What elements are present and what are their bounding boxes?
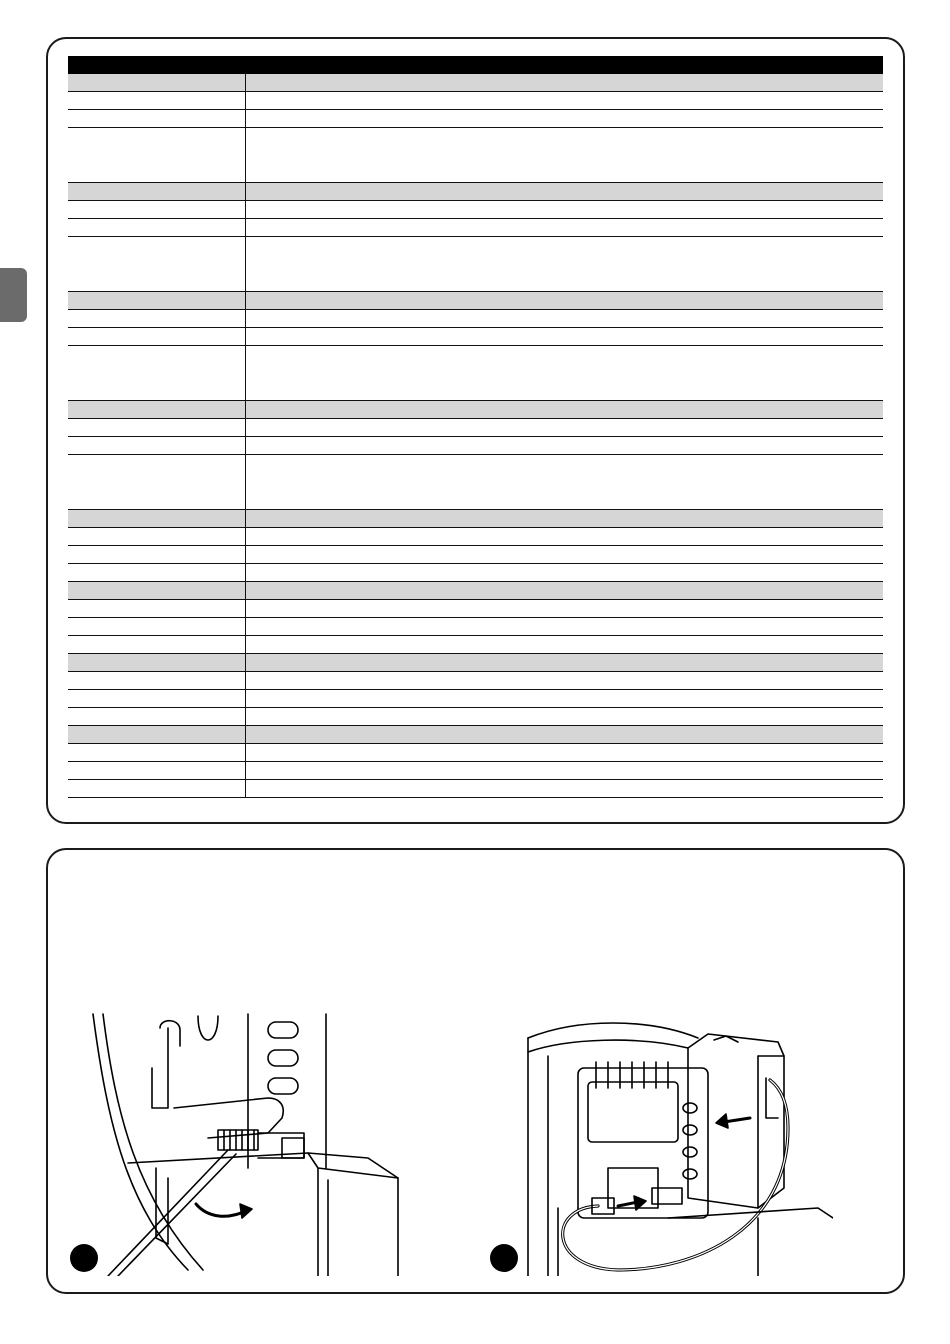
table-row <box>68 237 883 292</box>
row-label-cell <box>68 744 246 761</box>
table-row <box>68 419 883 437</box>
row-label-cell <box>68 672 246 689</box>
illustration-panel <box>46 848 905 1294</box>
row-label-cell <box>68 92 246 109</box>
group-label-cell <box>68 183 246 200</box>
table-group-row <box>68 292 883 310</box>
row-label-cell <box>68 237 246 291</box>
table-row <box>68 708 883 726</box>
table-group-row <box>68 582 883 600</box>
specifications-panel <box>46 37 905 824</box>
table-row <box>68 546 883 564</box>
table-row <box>68 455 883 510</box>
table-row <box>68 762 883 780</box>
row-value-cell <box>246 546 883 563</box>
group-label-cell <box>68 654 246 671</box>
table-row <box>68 328 883 346</box>
row-value-cell <box>246 110 883 127</box>
section-tab <box>0 268 27 322</box>
group-value-cell <box>246 654 883 671</box>
figure-left-drawing <box>68 1008 413 1276</box>
row-value-cell <box>246 237 883 291</box>
row-value-cell <box>246 437 883 454</box>
table-row <box>68 437 883 455</box>
table-group-row <box>68 401 883 419</box>
table-row <box>68 110 883 128</box>
row-value-cell <box>246 636 883 653</box>
figure-number-badge <box>490 1244 518 1272</box>
table-row <box>68 672 883 690</box>
group-label-cell <box>68 510 246 527</box>
table-body <box>68 74 883 798</box>
row-value-cell <box>246 528 883 545</box>
table-group-row <box>68 726 883 744</box>
table-row <box>68 92 883 110</box>
table-row <box>68 618 883 636</box>
table-row <box>68 780 883 798</box>
row-label-cell <box>68 636 246 653</box>
table-row <box>68 744 883 762</box>
row-value-cell <box>246 128 883 182</box>
table-group-row <box>68 510 883 528</box>
row-value-cell <box>246 672 883 689</box>
row-label-cell <box>68 600 246 617</box>
row-label-cell <box>68 690 246 707</box>
figure-left <box>68 1008 413 1276</box>
row-value-cell <box>246 310 883 327</box>
group-value-cell <box>246 510 883 527</box>
row-label-cell <box>68 310 246 327</box>
row-value-cell <box>246 346 883 400</box>
table-group-row <box>68 654 883 672</box>
table-row <box>68 128 883 183</box>
table-row <box>68 564 883 582</box>
table-row <box>68 346 883 401</box>
row-label-cell <box>68 546 246 563</box>
row-value-cell <box>246 762 883 779</box>
group-value-cell <box>246 74 883 91</box>
group-label-cell <box>68 401 246 418</box>
row-label-cell <box>68 110 246 127</box>
row-value-cell <box>246 455 883 509</box>
figure-number-badge <box>70 1244 98 1272</box>
group-value-cell <box>246 726 883 743</box>
table-row <box>68 636 883 654</box>
row-label-cell <box>68 219 246 236</box>
row-label-cell <box>68 780 246 797</box>
group-label-cell <box>68 582 246 599</box>
table-header-bar <box>68 56 883 74</box>
row-value-cell <box>246 564 883 581</box>
row-label-cell <box>68 455 246 509</box>
row-label-cell <box>68 437 246 454</box>
row-value-cell <box>246 219 883 236</box>
figure-right-drawing <box>488 1008 833 1276</box>
group-value-cell <box>246 183 883 200</box>
table-row <box>68 201 883 219</box>
table-row <box>68 528 883 546</box>
table-group-row <box>68 74 883 92</box>
table-row <box>68 600 883 618</box>
row-value-cell <box>246 708 883 725</box>
row-label-cell <box>68 564 246 581</box>
table-row <box>68 310 883 328</box>
table-group-row <box>68 183 883 201</box>
figure-right <box>488 1008 833 1276</box>
row-value-cell <box>246 618 883 635</box>
table-row <box>68 690 883 708</box>
specifications-table <box>68 56 883 798</box>
row-value-cell <box>246 419 883 436</box>
row-label-cell <box>68 762 246 779</box>
row-label-cell <box>68 128 246 182</box>
row-value-cell <box>246 92 883 109</box>
group-value-cell <box>246 582 883 599</box>
group-label-cell <box>68 74 246 91</box>
row-label-cell <box>68 528 246 545</box>
row-value-cell <box>246 201 883 218</box>
group-value-cell <box>246 292 883 309</box>
row-value-cell <box>246 328 883 345</box>
row-label-cell <box>68 346 246 400</box>
row-value-cell <box>246 744 883 761</box>
row-label-cell <box>68 419 246 436</box>
table-row <box>68 219 883 237</box>
group-label-cell <box>68 292 246 309</box>
group-value-cell <box>246 401 883 418</box>
row-value-cell <box>246 690 883 707</box>
group-label-cell <box>68 726 246 743</box>
row-value-cell <box>246 780 883 797</box>
row-label-cell <box>68 708 246 725</box>
row-label-cell <box>68 201 246 218</box>
row-label-cell <box>68 328 246 345</box>
row-label-cell <box>68 618 246 635</box>
row-value-cell <box>246 600 883 617</box>
